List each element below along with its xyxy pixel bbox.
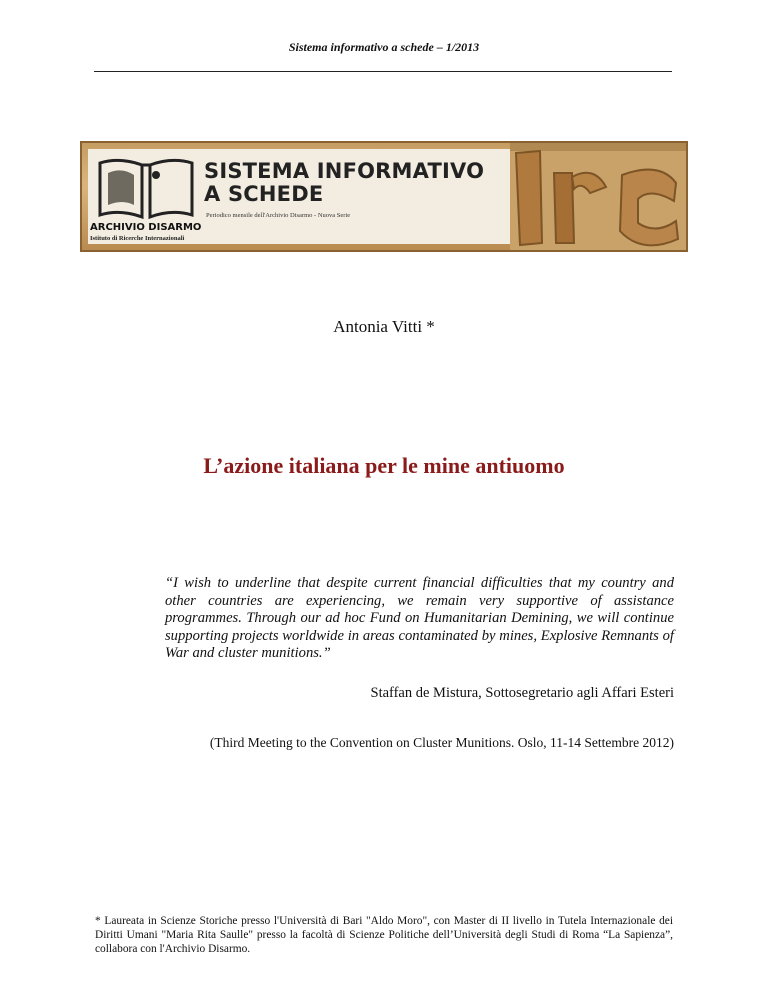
- banner-subtitle: Periodico mensile dell'Archivio Disarmo - Nuova Serie: [206, 212, 351, 219]
- quote-attribution: Staffan de Mistura, Sottosegretario agli Affari Esteri: [370, 685, 674, 701]
- article-title: L’azione italiana per le mine antiuomo: [203, 453, 565, 478]
- banner-title-line2: A SCHEDE: [204, 182, 324, 206]
- stone-letters-art-icon: [510, 143, 686, 250]
- running-header: Sistema informativo a schede – 1/2013: [288, 40, 480, 54]
- masthead-banner: [80, 141, 688, 252]
- author-name: Antonia Vitti *: [333, 317, 435, 336]
- author-footnote: * Laureata in Scienze Storiche presso l'Università di Bari "Aldo Moro", con Master di II livello in Tutela Internazionale dei Diritti Umani "Maria Rita Saulle" presso la facoltà di Scienze Politiche dell’Università degli Studi di Roma “La Sapienza”, collabora con l'Archivio Disarmo.: [95, 915, 673, 955]
- banner-title-line1: SISTEMA INFORMATIVO: [204, 159, 485, 183]
- banner-org-subtitle: Istituto di Ricerche Internazionali: [90, 235, 185, 242]
- header-rule: [94, 71, 672, 72]
- quote-source: (Third Meeting to the Convention on Cluster Munitions. Oslo, 11-14 Settembre 2012): [209, 735, 674, 750]
- banner-org-name: ARCHIVIO DISARMO: [90, 222, 202, 233]
- banner-panel: [88, 149, 510, 244]
- epigraph-quote: “I wish to underline that despite current financial difficulties that my country and other countries are experiencing, we remain very supportive of assistance programmes. Through our ad hoc Fund on Humanitarian Demining, we will continue supporting projects worldwide in areas contaminated by mines, Explosive Remnants of War and cluster munitions.”: [165, 575, 674, 661]
- open-book-logo-icon: [94, 155, 198, 221]
